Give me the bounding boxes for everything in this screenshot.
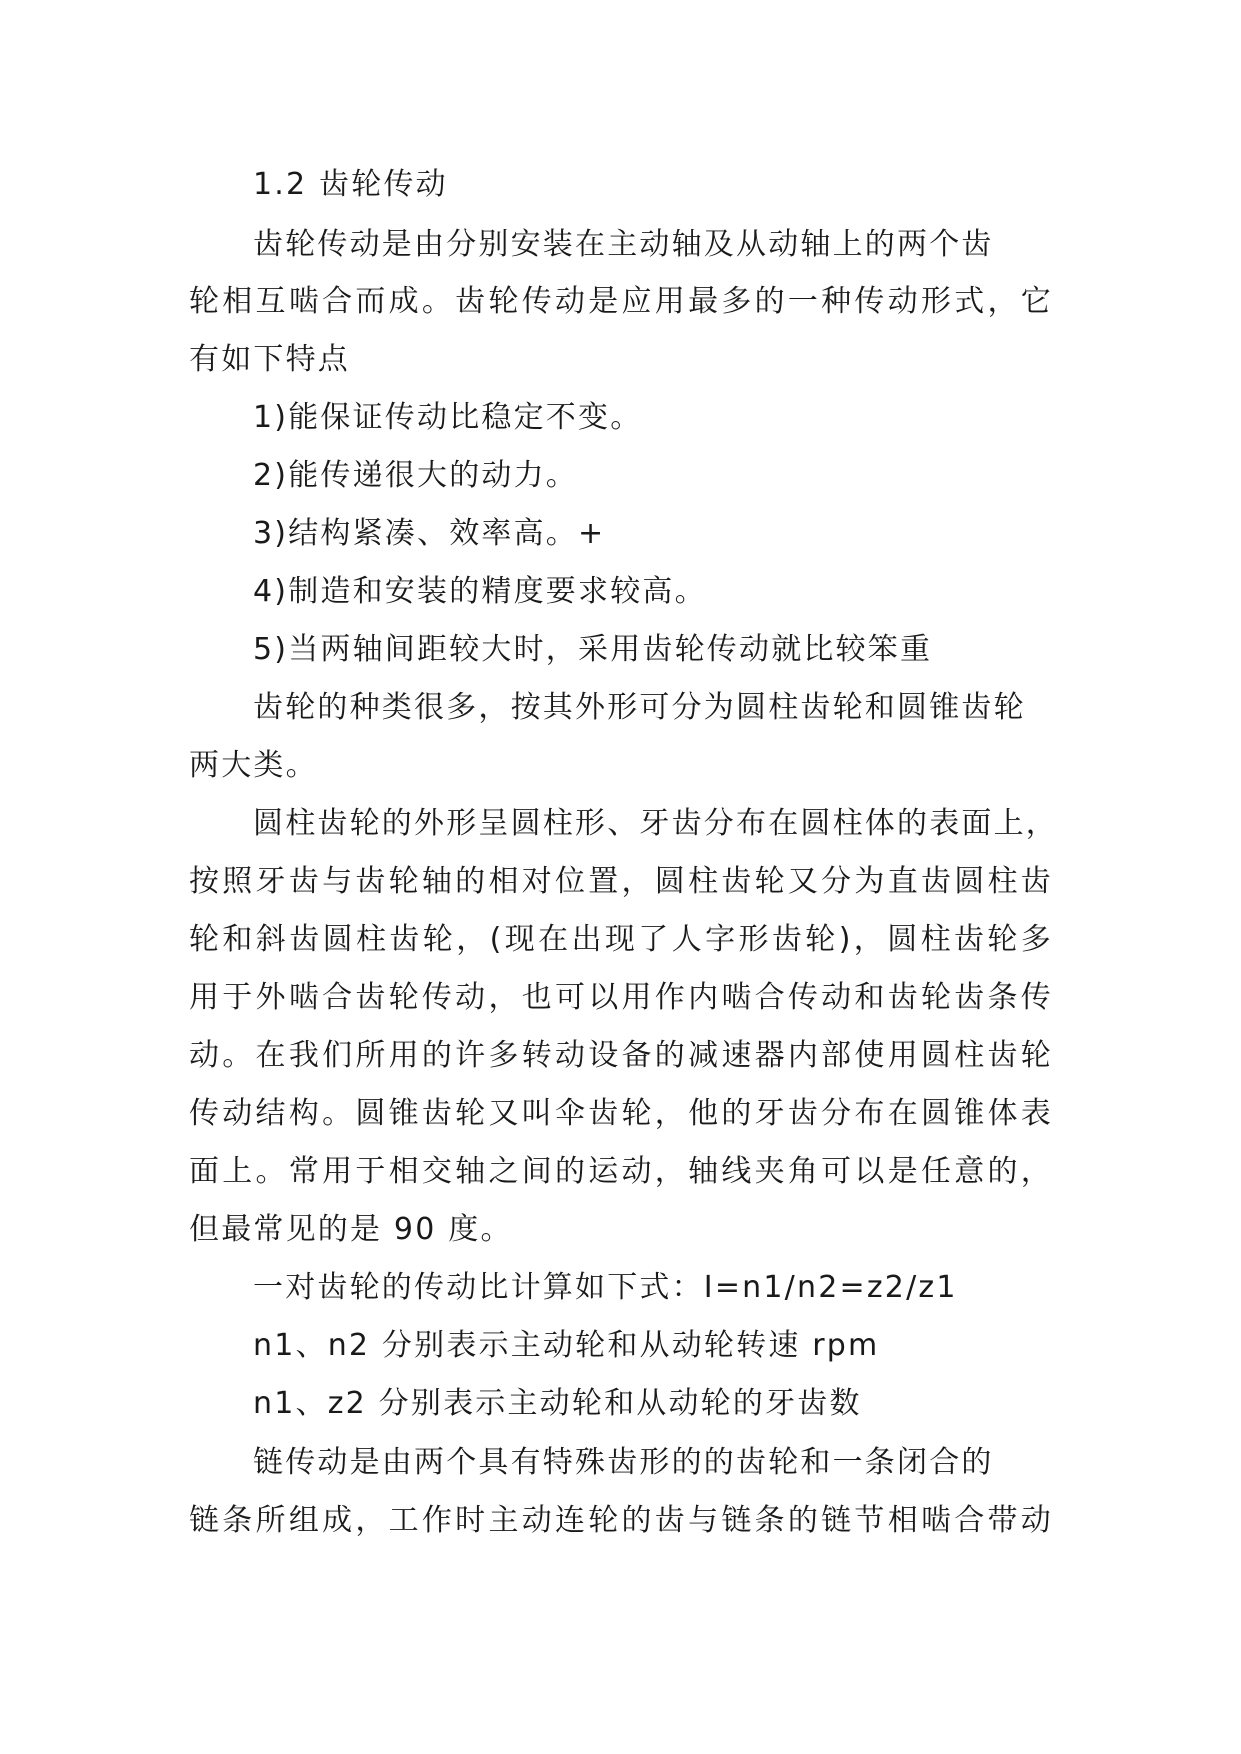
- paragraph-4-line-2: 链条所组成，工作时主动连轮的齿与链条的链节相啮合带动: [189, 1503, 1053, 1538]
- paragraph-1-line-1: 齿轮传动是由分别安装在主动轴及从动轴上的两个齿: [253, 227, 994, 262]
- paragraph-3-line-6: 传动结构。圆锥齿轮又叫伞齿轮，他的牙齿分布在圆锥体表: [189, 1096, 1053, 1131]
- feature-item-5: 5)当两轴间距较大时，采用齿轮传动就比较笨重: [253, 632, 933, 667]
- paragraph-3-line-2: 按照牙齿与齿轮轴的相对位置，圆柱齿轮又分为直齿圆柱齿: [189, 864, 1053, 899]
- paragraph-2-line-2: 两大类。: [189, 748, 318, 783]
- paragraph-3-line-8: 但最常见的是 90 度。: [189, 1212, 513, 1247]
- paragraph-1-line-2: 轮相互啮合而成。齿轮传动是应用最多的一种传动形式，它: [189, 284, 1053, 319]
- paragraph-3-line-3: 轮和斜齿圆柱齿轮，(现在出现了人字形齿轮)，圆柱齿轮多: [189, 922, 1053, 957]
- feature-item-3: 3)结构紧凑、效率高。+: [253, 516, 606, 551]
- section-heading: 1.2 齿轮传动: [253, 167, 448, 202]
- note-line-2: n1、z2 分别表示主动轮和从动轮的牙齿数: [253, 1386, 862, 1421]
- feature-item-2: 2)能传递很大的动力。: [253, 458, 578, 493]
- paragraph-3-line-1: 圆柱齿轮的外形呈圆柱形、牙齿分布在圆柱体的表面上，: [253, 806, 1058, 841]
- feature-item-1: 1)能保证传动比稳定不变。: [253, 400, 643, 435]
- note-line-1: n1、n2 分别表示主动轮和从动轮转速 rpm: [253, 1328, 880, 1363]
- paragraph-2-line-1: 齿轮的种类很多，按其外形可分为圆柱齿轮和圆锥齿轮: [253, 690, 1026, 725]
- paragraph-3-line-7: 面上。常用于相交轴之间的运动，轴线夹角可以是任意的，: [189, 1154, 1053, 1189]
- paragraph-3-line-4: 用于外啮合齿轮传动，也可以用作内啮合传动和齿轮齿条传: [189, 980, 1053, 1015]
- paragraph-1-line-3: 有如下特点: [189, 342, 350, 377]
- feature-item-4: 4)制造和安装的精度要求较高。: [253, 574, 707, 609]
- paragraph-3-line-5: 动。在我们所用的许多转动设备的减速器内部使用圆柱齿轮: [189, 1038, 1053, 1073]
- formula-line: 一对齿轮的传动比计算如下式：I=n1/n2=z2/z1: [253, 1270, 958, 1305]
- paragraph-4-line-1: 链传动是由两个具有特殊齿形的的齿轮和一条闭合的: [253, 1445, 994, 1480]
